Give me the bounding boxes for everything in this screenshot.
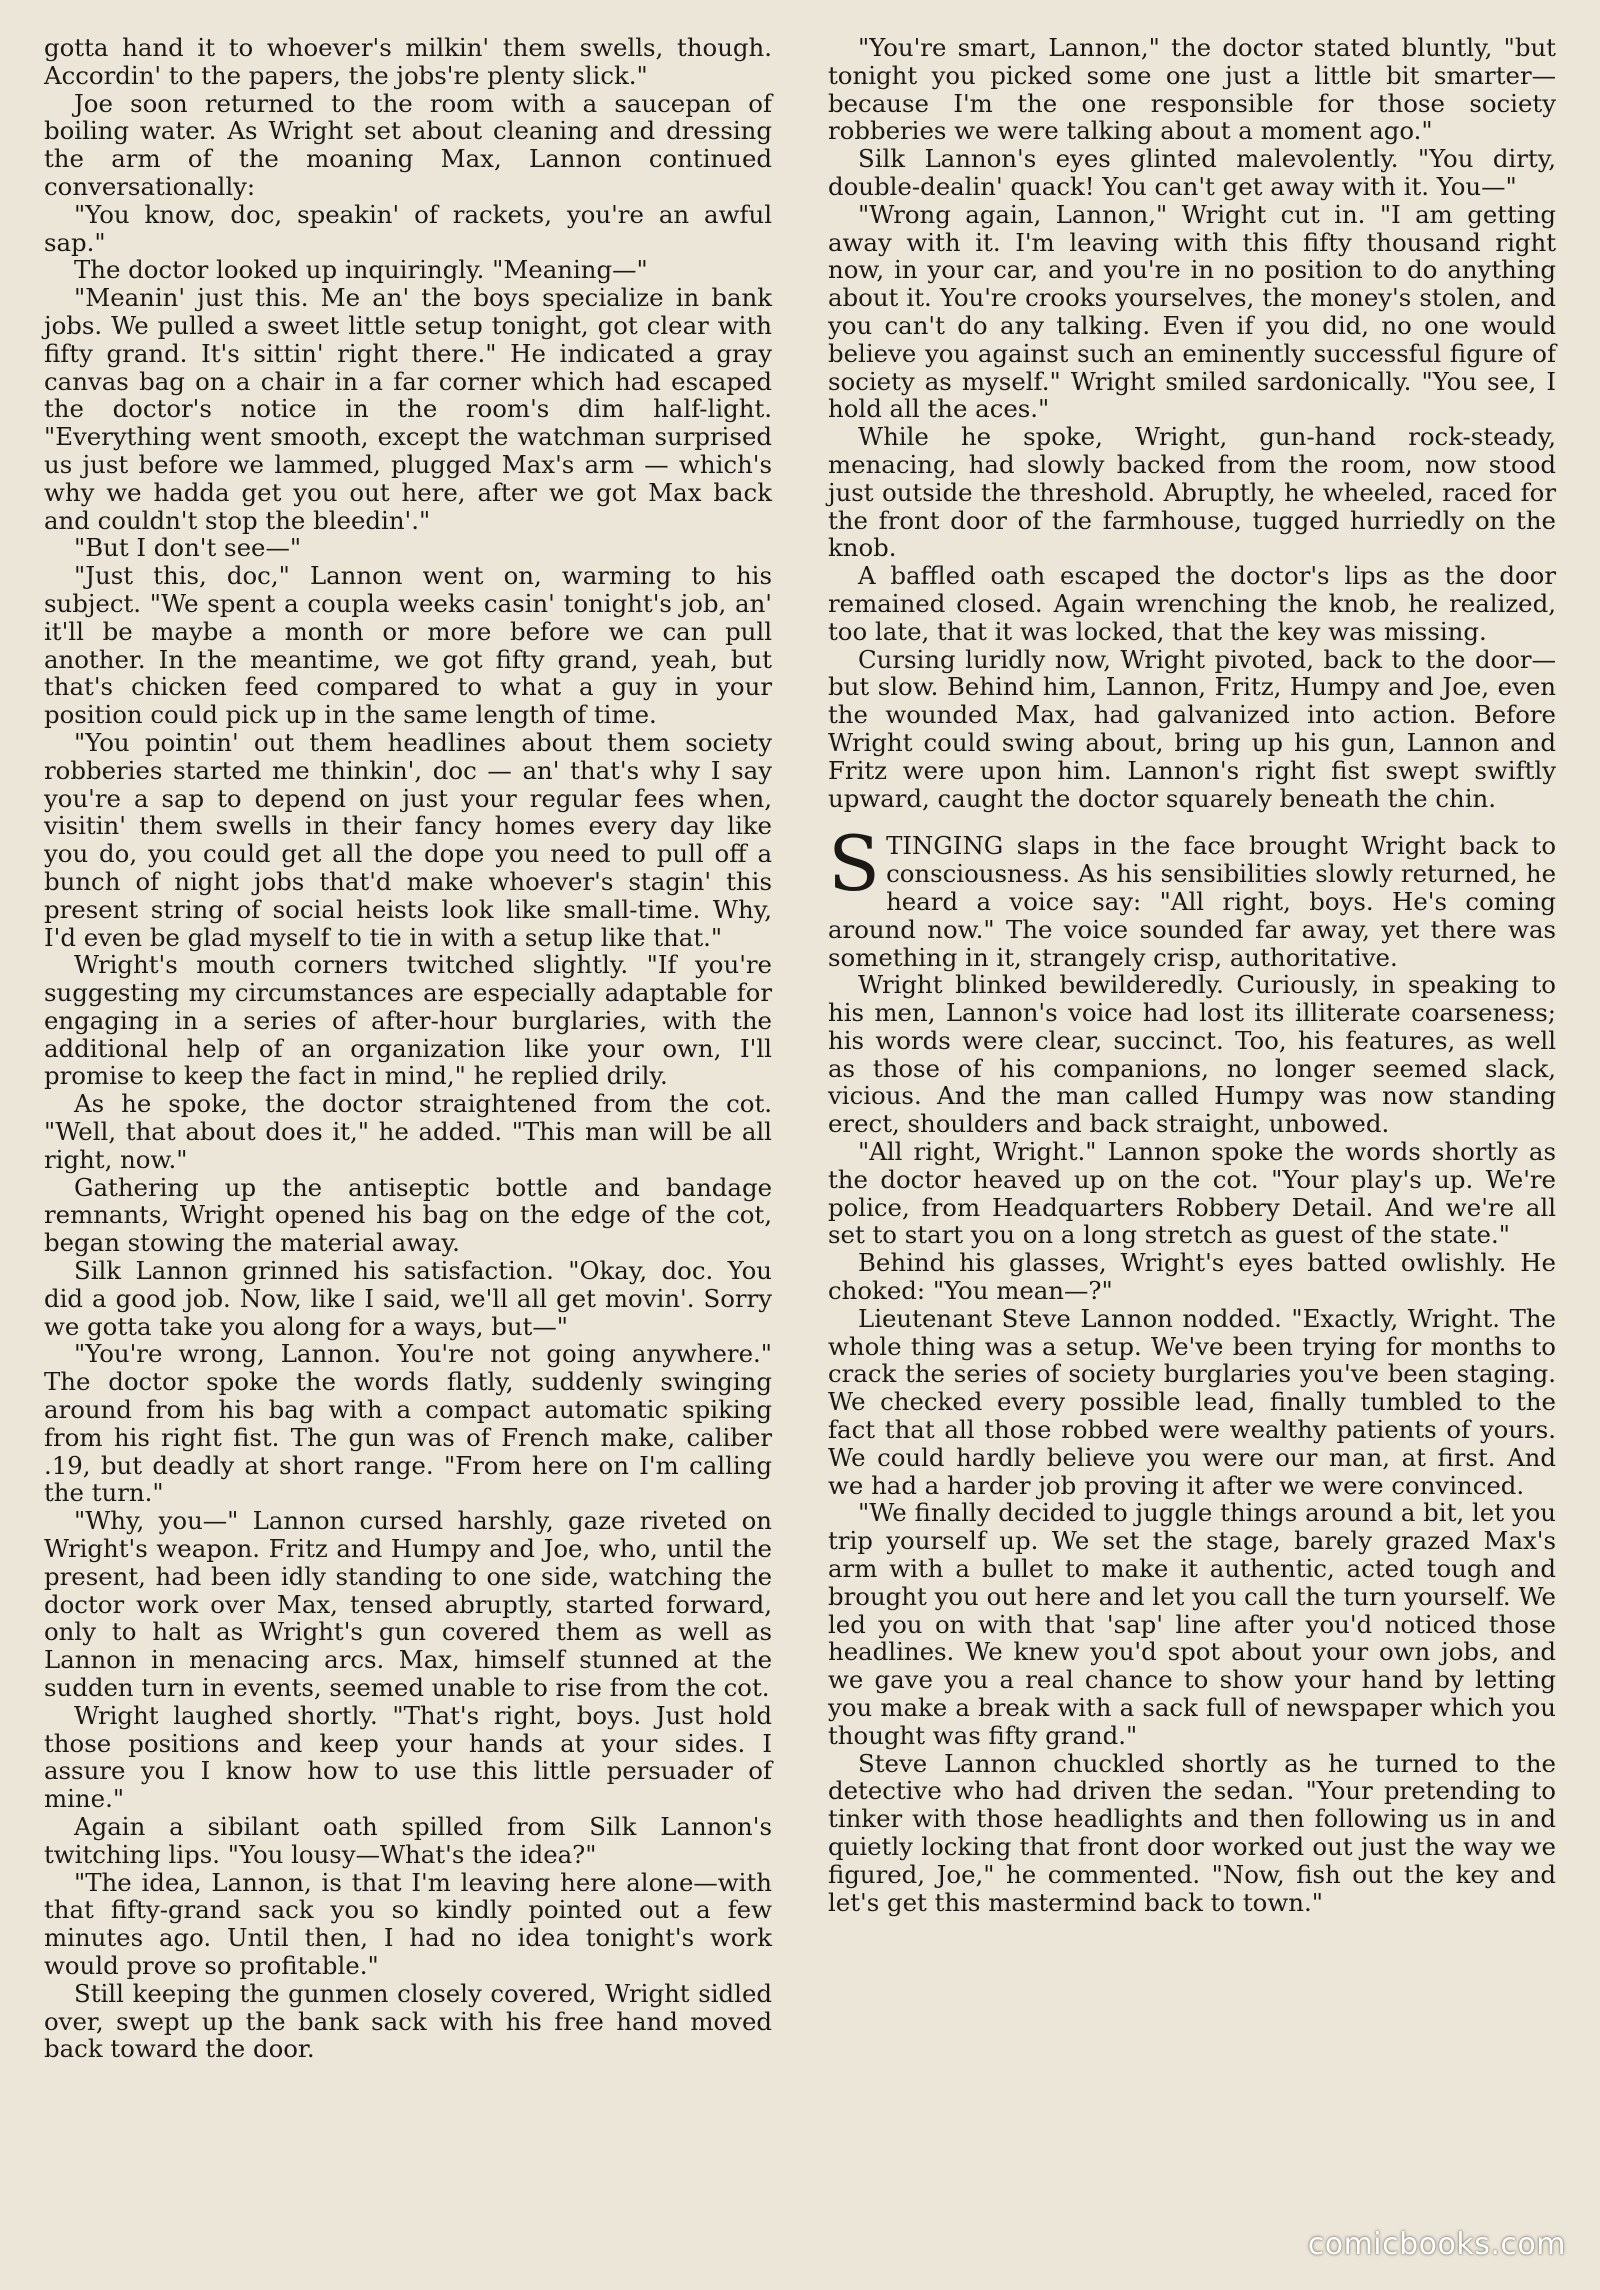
paragraph: The doctor looked up inquiringly. "Meaning—" xyxy=(74,255,648,285)
paragraph: "All right, Wright." Lannon spoke the words shortly as the doctor heaved up on the cot. "Your play's up. We're police, from Headquarters Robbery Detail. And we're all set to start you on a long stretch as guest of the state." xyxy=(828,1137,1556,1250)
paragraph: Wright blinked bewilderedly. Curiously, in speaking to his men, Lannon's voice had lost its illiterate coarseness; his words were clear, succinct. Too, his features, as well as those of his companions, no longer seemed slack, vicious. And the man called Humpy was now standing erect, shoulders and back straight, unbowed. xyxy=(828,970,1556,1139)
paragraph: "But I don't see—" xyxy=(74,533,302,563)
dropcap-paragraph xyxy=(828,819,1556,972)
paragraph: "We finally decided to juggle things around a bit, let you trip yourself up. We set the stage, barely grazed Max's arm with a bullet to make it authentic, acted tough and brought you out here and let you call the turn yourself. We led you on with that 'sap' line after you'd noticed those headlines. We knew you'd spot about your own jobs, and we gave you a real chance to show your hand by letting you make a break with a sack full of newspaper which you thought was fifty grand." xyxy=(828,1498,1556,1750)
left-column xyxy=(44,34,772,2264)
paragraph: "You pointin' out them headlines about them society robberies started me thinkin', doc — an' that's why I say you're a sap to depend on just your regular fees when, visitin' them swells in their fancy homes every day like you do, you could get all the dope you need to pull off a bunch of night jobs that'd make whoever's stagin' this present string of social heists look like small-time. Why, I'd even be glad myself to tie in with a setup like that." xyxy=(44,727,772,952)
paragraph: "Just this, doc," Lannon went on, warming to his subject. "We spent a coupla weeks casin' tonight's job, an' it'll be maybe a month or more before we can pull another. In the meantime, we got fifty grand, yeah, but that's chicken feed compared to what a guy in your position could pick up in the same length of time. xyxy=(44,561,772,730)
paragraph: "The idea, Lannon, is that I'm leaving here alone—with that fifty-grand sack you so kindly pointed out a few minutes ago. Until then, I had no idea tonight's work would prove so profitable." xyxy=(44,1867,772,1980)
story-page xyxy=(44,34,1556,2264)
paragraph: Silk Lannon's eyes glinted malevolently. "You dirty, double-dealin' quack! You can't get away with it. You—" xyxy=(828,144,1556,201)
paragraph: Behind his glasses, Wright's eyes batted owlishly. He choked: "You mean—?" xyxy=(828,1248,1556,1306)
paragraph: While he spoke, Wright, gun-hand rock-steady, menacing, had slowly backed from the room, now stood just outside the threshold. Abruptly, he wheeled, raced for the front door of the farmhouse, tugged hurriedly on the knob. xyxy=(828,422,1556,563)
paragraph: Wright's mouth corners twitched slightly. "If you're suggesting my circumstances are especially adaptable for engaging in a series of after-hour burglaries, with the additional help of an organization like your own, I'll promise to keep the fact in mind," he replied drily. xyxy=(44,950,772,1091)
paragraph: Cursing luridly now, Wright pivoted, back to the door—but slow. Behind him, Lannon, Fritz, Humpy and Joe, even the wounded Max, had galvanized into action. Before Wright could swing about, bring up his gun, Lannon and Fritz were upon him. Lannon's right fist swept swiftly upward, caught the doctor squarely beneath the chin. xyxy=(828,644,1556,813)
paragraph: Silk Lannon grinned his satisfaction. "Okay, doc. You did a good job. Now, like I said, we'll all get movin'. Sorry we gotta take you along for a ways, but—" xyxy=(44,1256,772,1341)
paragraph: As he spoke, the doctor straightened from the cot. "Well, that about does it," he added. "This man will be all right, now." xyxy=(44,1089,772,1174)
paragraph: Still keeping the gunmen closely covered, Wright sidled over, swept up the bank sack with his free hand moved back toward the door. xyxy=(44,1978,772,2064)
paragraph: "Wrong again, Lannon," Wright cut in. "I am getting away with it. I'm leaving with this fifty thousand right now, in your car, and you're in no position to do anything about it. You're crooks yourselves, the money's stolen, and you can't do any talking. Even if you did, no one would believe you against such an eminently successful figure of society as myself." Wright smiled sardonically. "You see, I hold all the aces." xyxy=(828,199,1556,424)
paragraph: "Meanin' just this. Me an' the boys specialize in bank jobs. We pulled a sweet little setup tonight, got clear with fifty grand. It's sittin' right there." He indicated a gray canvas bag on a chair in a far corner which had escaped the doctor's notice in the room's dim half-light. "Everything went smooth, except the watchman surprised us just before we lammed, plugged Max's arm — which's why we hadda get you out here, after we got Max back and couldn't stop the bleedin'." xyxy=(44,283,772,535)
paragraph: gotta hand it to whoever's milkin' them swells, though. Accordin' to the papers, the jobs're plenty slick." xyxy=(44,33,772,90)
drop-cap-letter: S xyxy=(828,819,881,909)
paragraph: "You know, doc, speakin' of rackets, you're an awful sap." xyxy=(44,199,772,257)
paragraph: Gathering up the antiseptic bottle and bandage remnants, Wright opened his bag on the edge of the cot, began stowing the material away. xyxy=(44,1172,772,1258)
paragraph: "Why, you—" Lannon cursed harshly, gaze riveted on Wright's weapon. Fritz and Humpy and Joe, who, until the present, had been idly standing to one side, watching the doctor work over Max, tensed abruptly, started forward, only to halt as Wright's gun covered them as well as Lannon in menacing arcs. Max, himself stunned at the sudden turn in events, seemed unable to rise from the cot. xyxy=(44,1506,772,1703)
paragraph: "You're smart, Lannon," the doctor stated bluntly, "but tonight you picked some one just a little bit smarter—because I'm the one responsible for those society robberies we were talking about a moment ago." xyxy=(828,33,1556,146)
paragraph: Again a sibilant oath spilled from Silk Lannon's twitching lips. "You lousy—What's the idea?" xyxy=(44,1812,772,1869)
paragraph: "You're wrong, Lannon. You're not going anywhere." The doctor spoke the words flatly, suddenly swinging around from his bag with a compact automatic spiking from his right fist. The gun was of French make, caliber .19, but deadly at short range. "From here on I'm calling the turn." xyxy=(44,1339,772,1508)
right-column xyxy=(828,34,1556,2264)
paragraph: Joe soon returned to the room with a saucepan of boiling water. As Wright set about cleaning and dressing the arm of the moaning Max, Lannon continued conversationally: xyxy=(44,88,772,201)
dropcap-paragraph-text: TINGING slaps in the face brought Wright back to consciousness. As his sensibilities slowly returned, he heard a voice say: "All right, boys. He's coming around now." The voice sounded far away, yet there was something in it, strangely crisp, authoritative. xyxy=(828,831,1556,972)
paragraph: Wright laughed shortly. "That's right, boys. Just hold those positions and keep your hands at your sides. I assure you I know how to use this little persuader of mine." xyxy=(44,1700,772,1814)
section-break xyxy=(828,812,1556,832)
paragraph: Steve Lannon chuckled shortly as he turned to the detective who had driven the sedan. "Your pretending to tinker with those headlights and then following us in and quietly locking that front door worked out just the way we figured, Joe," he commented. "Now, fish out the key and let's get this mastermind back to town." xyxy=(828,1748,1556,1917)
paragraph: Lieutenant Steve Lannon nodded. "Exactly, Wright. The whole thing was a setup. We've been trying for months to crack the series of society burglaries you've been staging. We checked every possible lead, finally tumbled to the fact that all those robbed were wealthy patients of yours. We could hardly believe you were our man, at first. And we had a harder job proving it after we were convinced. xyxy=(828,1303,1556,1500)
paragraph: A baffled oath escaped the doctor's lips as the door remained closed. Again wrenching the knob, he realized, too late, that it was locked, that the key was missing. xyxy=(828,561,1556,646)
site-watermark: comicbooks.com xyxy=(1307,2227,1566,2262)
